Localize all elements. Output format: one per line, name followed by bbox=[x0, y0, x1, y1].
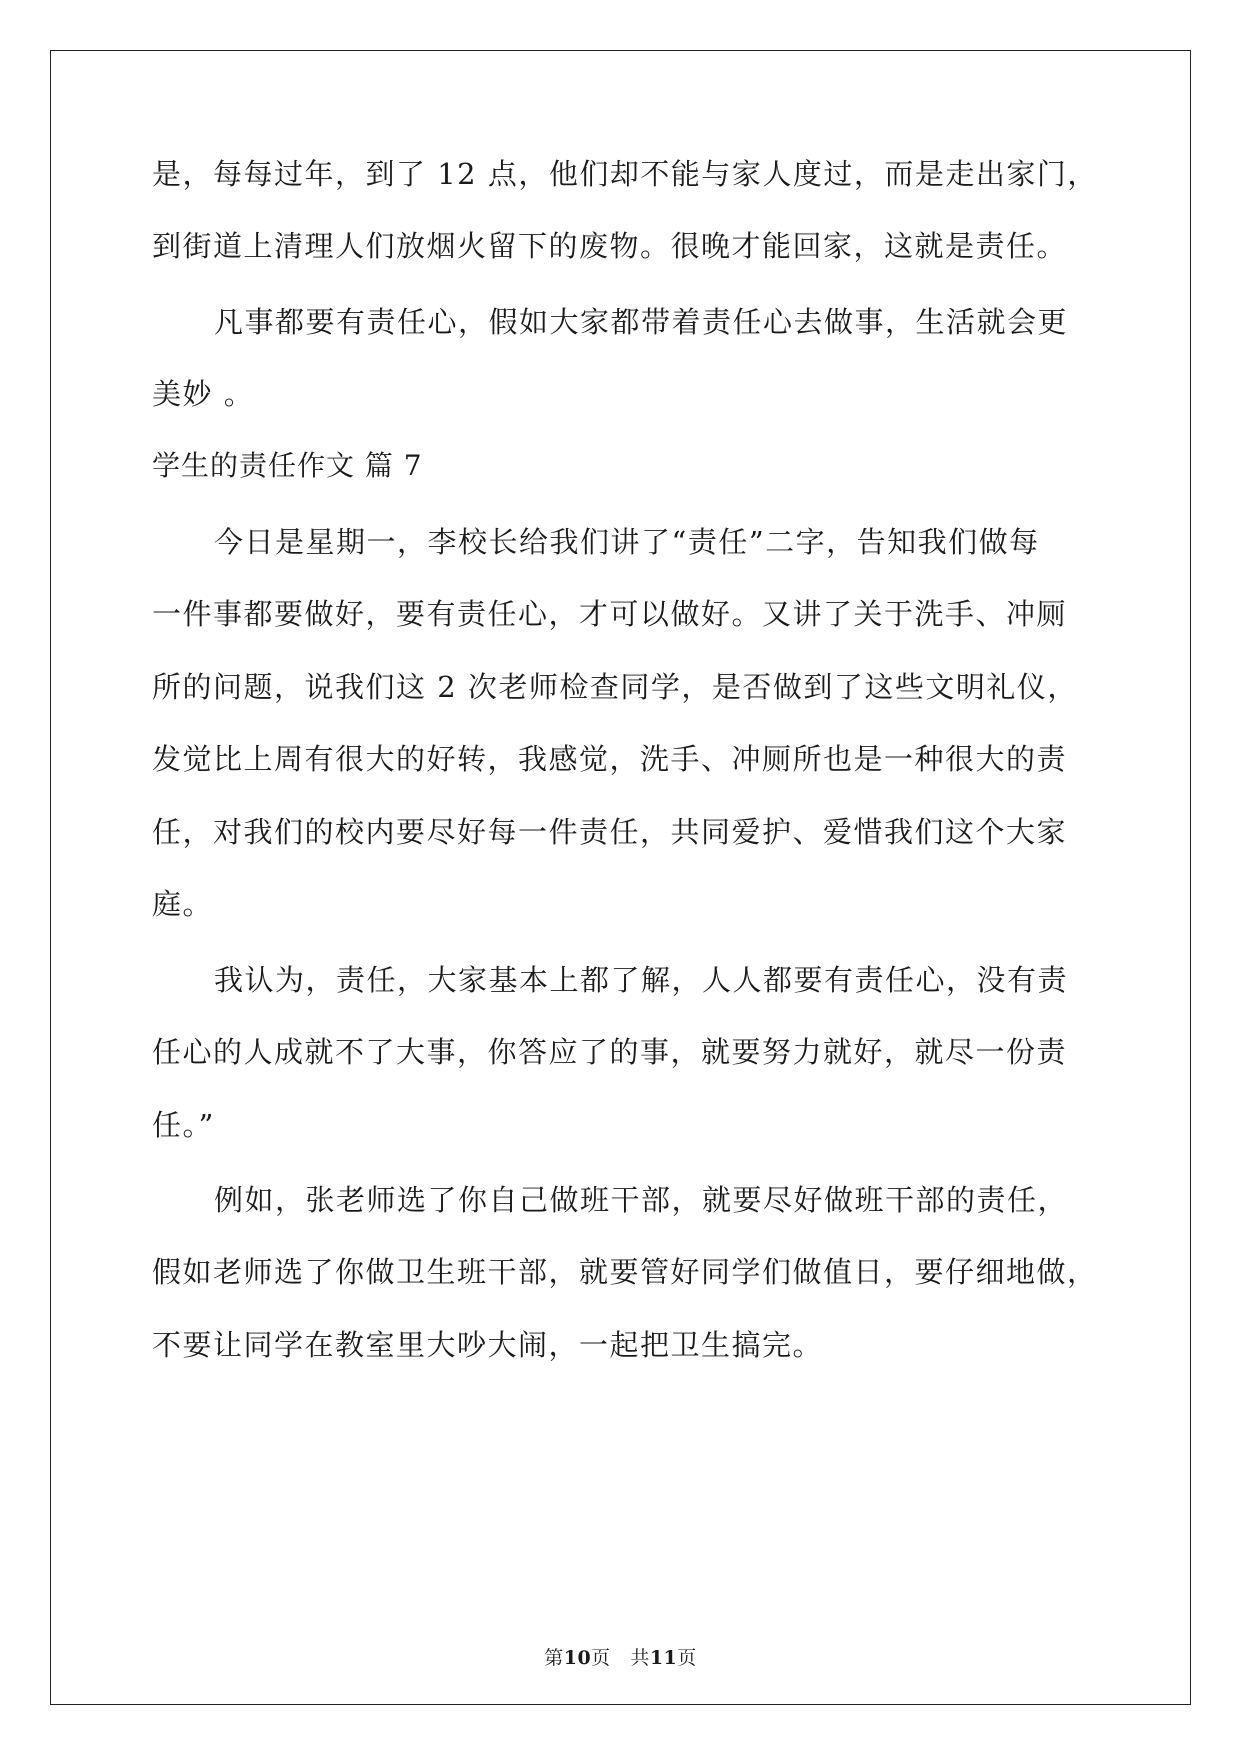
page-prefix: 第 bbox=[544, 1647, 564, 1669]
paragraph-first-line: 我认为，责任，大家基本上都了解，人人都要有责任心，没有责 bbox=[214, 963, 1069, 997]
text-line: 任，对我们的校内要尽好每一件责任，共同爱护、爱惜我们这个大家 bbox=[152, 815, 1068, 849]
section-heading: 学生的责任作文 篇 7 bbox=[152, 449, 423, 482]
paragraph-first-line: 今日是星期一，李校长给我们讲了“责任”二字，告知我们做每 bbox=[214, 525, 1040, 559]
text-line: 到街道上清理人们放烟火留下的废物。很晚才能回家，这就是责任。 bbox=[152, 229, 1068, 263]
text-line: 是，每每过年，到了 12 点，他们却不能与家人度过，而是走出家门， bbox=[152, 157, 1098, 191]
paragraph-first-line: 例如，张老师选了你自己做班干部，就要尽好做班干部的责任， bbox=[214, 1183, 1069, 1217]
text-line: 所的问题，说我们这 2 次老师检查同学，是否做到了这些文明礼仪， bbox=[152, 670, 1078, 704]
page-suffix: 页 bbox=[591, 1647, 611, 1669]
page-border bbox=[50, 50, 1191, 1705]
total-suffix: 页 bbox=[677, 1647, 697, 1669]
total-pages: 11 bbox=[649, 1647, 678, 1669]
total-prefix: 共 bbox=[630, 1647, 650, 1669]
page-number: 10 bbox=[563, 1647, 592, 1669]
text-line: 发觉比上周有很大的好转，我感觉，洗手、冲厕所也是一种很大的责 bbox=[152, 742, 1068, 776]
text-line: 任心的人成就不了大事，你答应了的事，就要努力就好，就尽一份责 bbox=[152, 1035, 1068, 1069]
text-line: 一件事都要做好，要有责任心，才可以做好。又讲了关于洗手、冲厕 bbox=[152, 597, 1068, 631]
page-footer bbox=[0, 1645, 1241, 1671]
paragraph-first-line: 凡事都要有责任心，假如大家都带着责任心去做事，生活就会更 bbox=[214, 305, 1069, 339]
text-line: 美妙 。 bbox=[152, 377, 255, 411]
text-line: 假如老师选了你做卫生班干部，就要管好同学们做值日，要仔细地做， bbox=[152, 1255, 1098, 1289]
text-line: 不要让同学在教室里大吵大闹，一起把卫生搞完。 bbox=[152, 1328, 824, 1362]
text-line: 庭。 bbox=[152, 887, 214, 921]
text-line: 任。” bbox=[152, 1108, 215, 1142]
